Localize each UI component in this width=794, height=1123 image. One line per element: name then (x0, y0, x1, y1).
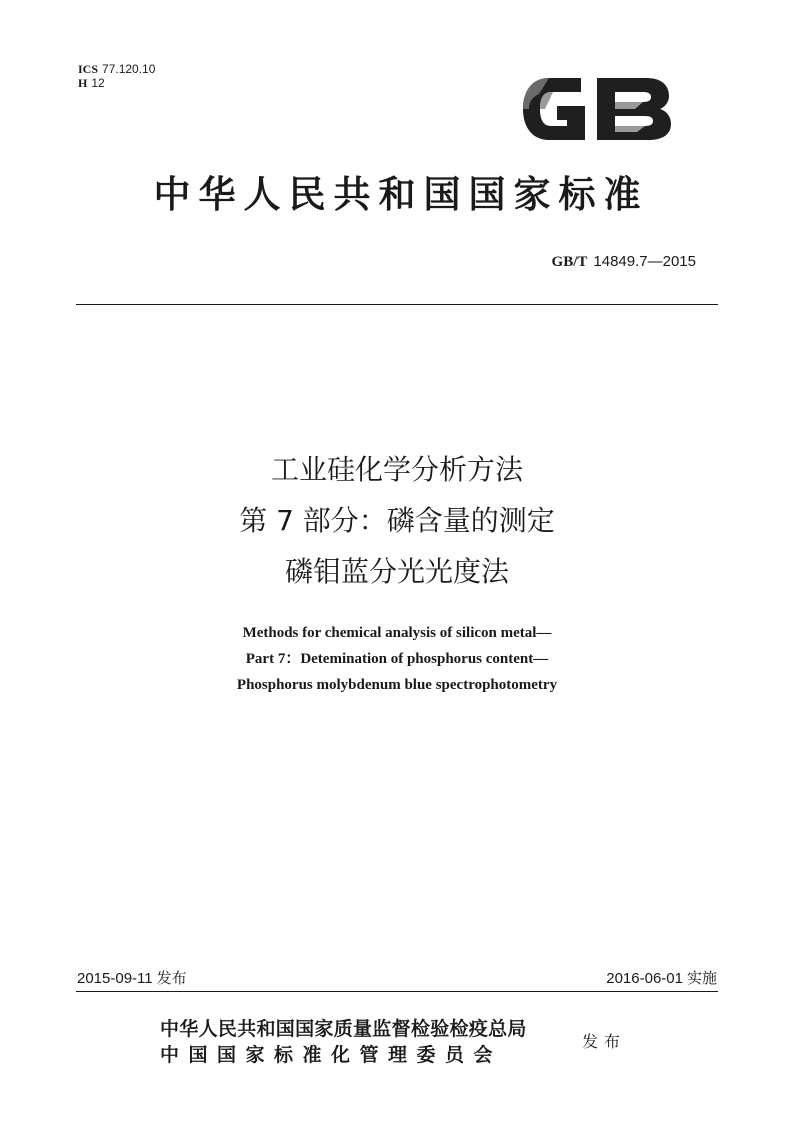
ccs-classification (78, 76, 105, 90)
standard-number-code: 14849.7—2015 (593, 253, 696, 270)
title-en-line-3: Phosphorus molybdenum blue spectrophotometry (236, 677, 558, 693)
issuer-aqsiq: 中华人民共和国国家质量监督检验检疫总局 (160, 1018, 527, 1040)
standard-type-title: 中华人民共和国国家标准 (153, 172, 649, 216)
title-en-line-2: Part 7：Detemination of phosphorus content— (245, 651, 549, 667)
title-en-line-1: Methods for chemical analysis of silicon metal— (242, 625, 552, 641)
title-zh-line-1: 工业硅化学分析方法 (270, 453, 523, 486)
implementation-date-suffix: 实施 (686, 969, 717, 987)
standard-number (500, 252, 696, 271)
standard-number-prefix: GB/T (551, 254, 588, 270)
issue-date-suffix: 发布 (156, 969, 187, 987)
publish-label: 发布 (582, 1032, 627, 1051)
ics-label: ICS (78, 62, 99, 76)
title-zh-line-3: 磷钼蓝分光光度法 (284, 555, 509, 588)
issuer-sac: 中国国家标准化管理委员会 (160, 1044, 503, 1066)
ccs-label: H (78, 76, 88, 90)
issue-date-value: 2015-09-11 (77, 970, 153, 987)
ics-classification (78, 62, 155, 76)
bottom-divider (76, 991, 718, 992)
gb-logo (519, 70, 675, 148)
ccs-number: 12 (91, 76, 105, 90)
gb-logo-text: GB (519, 70, 521, 71)
gb-logo-mark (519, 70, 675, 148)
implementation-date (606, 968, 717, 989)
top-divider (76, 304, 718, 305)
ics-number: 77.120.10 (102, 62, 156, 76)
implementation-date-value: 2016-06-01 (606, 970, 683, 987)
title-zh-line-2: 第 7 部分：磷含量的测定 (239, 504, 555, 537)
issue-date (77, 968, 187, 989)
